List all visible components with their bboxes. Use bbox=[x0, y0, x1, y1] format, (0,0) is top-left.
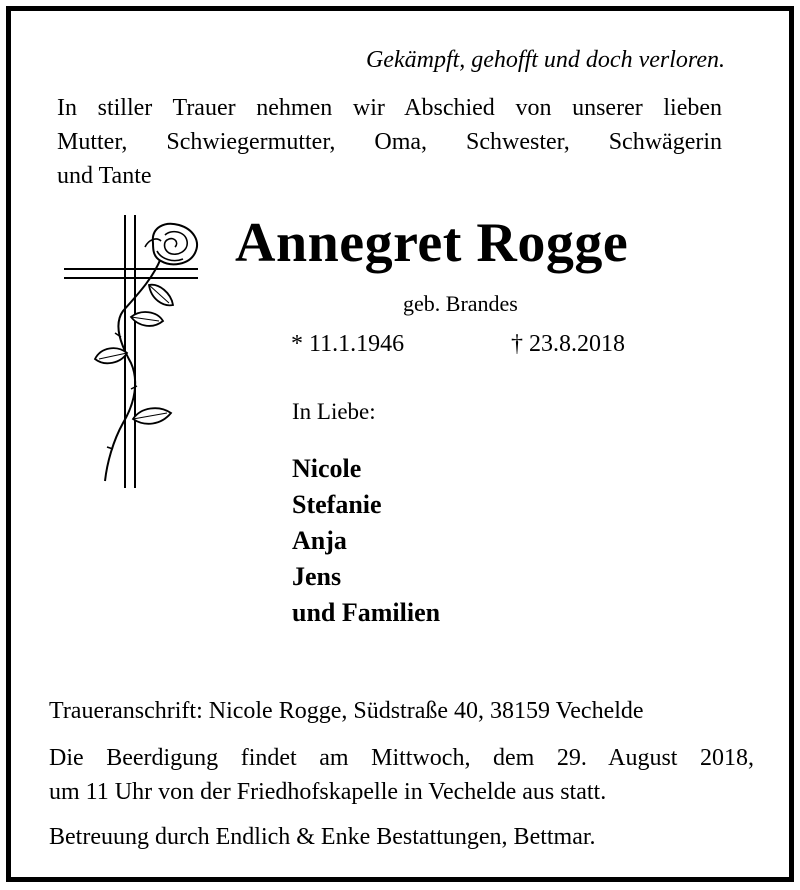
intro-line: In stiller Trauer nehmen wir Abschied von unserer lieben bbox=[57, 95, 722, 121]
death-date: † 23.8.2018 bbox=[511, 331, 625, 357]
birth-date: * 11.1.1946 bbox=[291, 331, 405, 357]
mourner-name: Jens bbox=[292, 562, 342, 591]
mourner-name: und Familien bbox=[292, 598, 441, 627]
mourners-list bbox=[292, 451, 440, 631]
funeral-info bbox=[49, 741, 754, 809]
mourner-name: Stefanie bbox=[292, 490, 382, 519]
undertaker-info: Betreuung durch Endlich & Enke Bestattungen, Bettmar. bbox=[49, 824, 596, 850]
mourner-name: Anja bbox=[292, 526, 347, 555]
intro-line: Mutter, Schwiegermutter, Oma, Schwester, Schwägerin bbox=[57, 129, 722, 155]
intro-text bbox=[57, 91, 722, 193]
mourner-name: Nicole bbox=[292, 454, 362, 483]
maiden-name: geb. Brandes bbox=[403, 291, 518, 316]
funeral-line: Die Beerdigung findet am Mittwoch, dem 29. August 2018, bbox=[49, 745, 754, 771]
funeral-line: um 11 Uhr von der Friedhofskapelle in Vechelde aus statt. bbox=[49, 779, 607, 805]
cross-with-rose-icon bbox=[61, 213, 206, 488]
mourning-address: Traueranschrift: Nicole Rogge, Südstraße 40, 38159 Vechelde bbox=[49, 698, 644, 724]
deceased-name: Annegret Rogge bbox=[235, 212, 629, 274]
motto: Gekämpft, gehofft und doch verloren. bbox=[365, 47, 725, 73]
in-love-label: In Liebe: bbox=[292, 399, 376, 424]
obituary-notice bbox=[6, 6, 794, 882]
intro-line: und Tante bbox=[57, 163, 152, 189]
